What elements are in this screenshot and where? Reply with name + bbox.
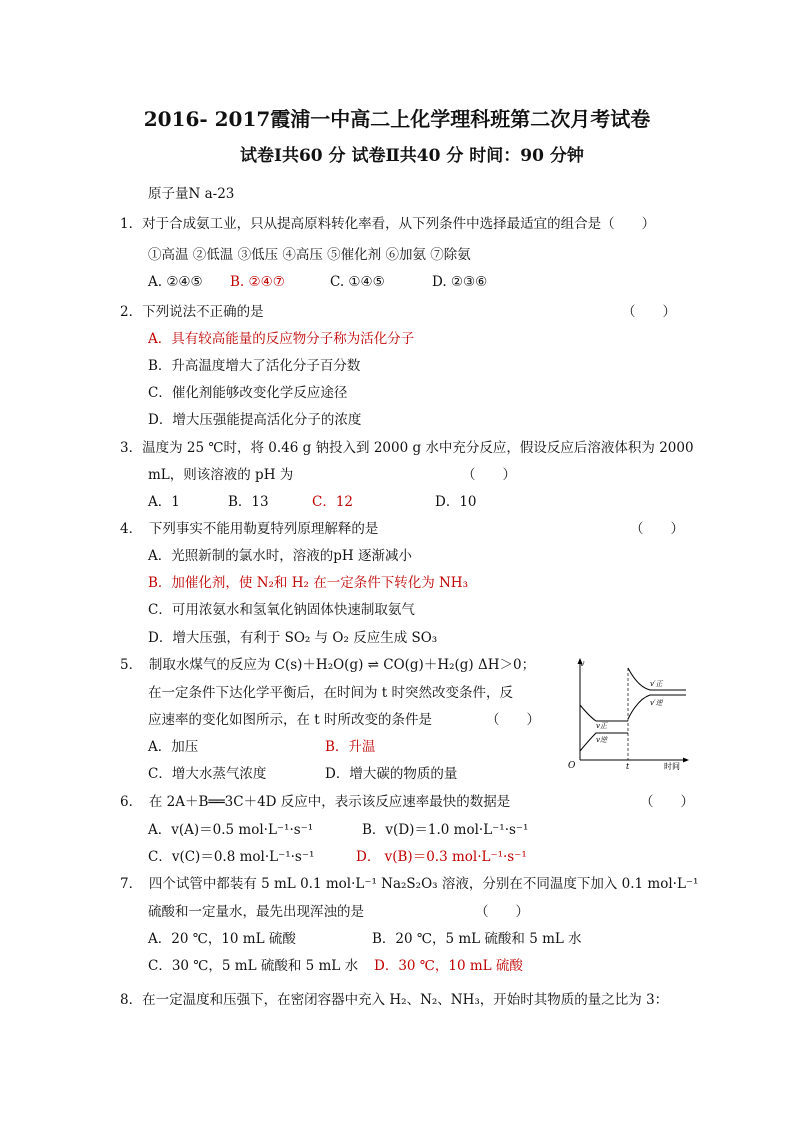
q5-stem-line2: 在一定条件下达化学平衡后，在时间为 t 时突然改变条件，反 [148,685,514,701]
q8-stem: 8．在一定温度和压强下，在密闭容器中充入 H₂、N₂、NH₃，开始时其物质的量之比为 3： [120,992,669,1008]
q4-option-d: D．增大压强，有利于 SO₂ 与 O₂ 反应生成 SO₃ [148,630,438,646]
v-neg-label: v逆 [596,736,607,744]
q2-option-d: D．增大压强能提高活化分子的浓度 [148,412,362,428]
q5-stem-line3: 应速率的变化如图所示，在 t 时所改变的条件是 [148,712,433,728]
y-axis-label: v [580,659,585,668]
q5-stem-line1: 5． 制取水煤气的反应为 C(s)＋H₂O(g) ⇌ CO(g)＋H₂(g) ΔH＞0； [120,657,536,673]
q3-option-c: C．12 [312,494,354,510]
exam-subtitle: 试卷Ⅰ共60 分 试卷Ⅱ共40 分 时间：90 分钟 [240,146,584,166]
exam-title: 2016- 2017霞浦一中高二上化学理科班第二次月考试卷 [143,107,651,131]
q6-paren: （ ） [640,794,694,810]
q2-option-a: A．具有较高能量的反应物分子称为活化分子 [148,331,415,347]
q6-option-d: D． v(B)＝0.3 mol·L⁻¹·s⁻¹ [356,849,527,865]
q2-option-c: C．催化剂能够改变化学反应途径 [148,385,348,401]
q3-option-b: B．13 [228,494,269,510]
v-pos2-label: v′正 [650,680,663,688]
t-label: t [626,762,630,771]
q4-option-a: A．光照新制的氯水时，溶液的pH 逐渐减小 [148,548,412,564]
q5-option-b: B．升温 [325,739,376,755]
v-neg2-label: v′逆 [650,699,663,707]
q3-paren: （ ） [462,467,516,483]
q7-stem-line2: 硫酸和一定量水，最先出现浑浊的是 [148,904,364,920]
q3-option-d: D．10 [435,494,477,510]
rate-time-graph [566,655,700,773]
q5-option-a: A．加压 [148,739,199,755]
v-pos-label: v正 [596,722,607,730]
q3-stem-line1: 3．温度为 25 ℃时，将 0.46 g 钠投入到 2000 g 水中充分反应，假设反应后溶液体积为 2000 [120,440,694,456]
q2-option-b: B．升高温度增大了活化分子百分数 [148,358,361,374]
q4-option-b: B．加催化剂，使 N₂和 H₂ 在一定条件下转化为 NH₃ [148,575,468,591]
q4-stem: 4． 下列事实不能用勒夏特列原理解释的是 [120,521,379,537]
x-axis-label: 时间 [664,762,680,771]
origin-label: O [568,761,576,771]
q7-option-a: A．20 ℃，10 mL 硫酸 [148,931,296,947]
q1-stem: 1．对于合成氨工业，只从提高原料转化率看，从下列条件中选择最适宜的组合是（ ） [120,216,656,232]
q3-stem-line2: mL，则该溶液的 pH 为 [148,467,294,483]
q2-paren: （ ） [622,304,676,320]
rate-time-graph-svg [566,655,700,773]
q7-stem-line1: 7． 四个试管中都装有 5 mL 0.1 mol·L⁻¹ Na₂S₂O₃ 溶液，分别在不同温度下加入 0.1 mol·L⁻¹ [120,876,699,892]
x-axis-arrow [683,758,689,763]
v-pos-curve [580,705,628,721]
q5-option-c: C．增大水蒸气浓度 [148,766,267,782]
q1-option-b: B. ②④⑦ [230,274,285,290]
q7-option-b: B．20 ℃，5 mL 硫酸和 5 mL 水 [372,931,582,947]
q1-option-c: C. ①④⑤ [330,274,385,290]
q1-option-a: A. ②④⑤ [148,274,203,290]
q5-option-d: D．增大碳的物质的量 [325,766,458,782]
q3-option-a: A．1 [148,494,180,510]
q7-option-c: C．30 ℃，5 mL 硫酸和 5 mL 水 [148,958,359,974]
q6-option-b: B．v(D)＝1.0 mol·L⁻¹·s⁻¹ [362,822,529,838]
q2-stem: 2．下列说法不正确的是 [120,304,264,320]
atomic-mass: 原子量N a-23 [148,186,235,202]
q4-option-c: C．可用浓氨水和氢氧化钠固体快速制取氨气 [148,602,415,618]
q1-option-d: D. ②③⑥ [432,274,488,290]
q7-paren: （ ） [475,904,529,920]
q5-paren: （ ） [486,712,540,728]
q7-option-d: D．30 ℃，10 mL 硫酸 [374,958,523,974]
q4-paren: （ ） [630,521,684,537]
q6-option-a: A．v(A)＝0.5 mol·L⁻¹·s⁻¹ [148,822,314,838]
q6-option-c: C．v(C)＝0.8 mol·L⁻¹·s⁻¹ [148,849,315,865]
q1-conditions: ①高温 ②低温 ③低压 ④高压 ⑤催化剂 ⑥加氨 ⑦除氨 [148,247,471,263]
q6-stem: 6． 在 2A＋B══3C＋4D 反应中，表示该反应速率最快的数据是 [120,794,511,810]
